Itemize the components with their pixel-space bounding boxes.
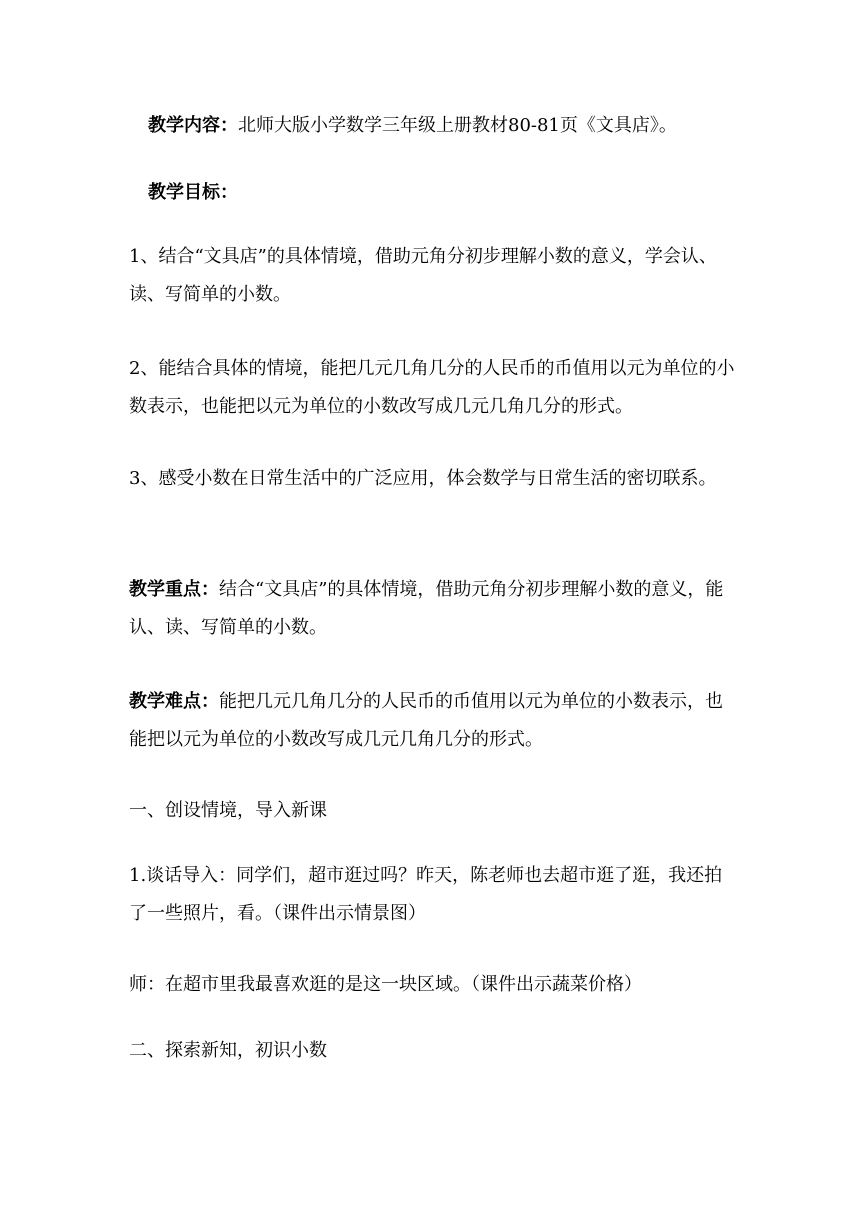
objectives-heading-label: 教学目标： [148,182,238,203]
section-1-paragraph-2: 师：在超市里我最喜欢逛的是这一块区域。（课件出示蔬菜价格） [129,974,642,995]
difficulty-label: 教学难点： [129,691,219,712]
teaching-content [148,107,758,145]
section-1-paragraph-1: 1.谈话导入：同学们，超市逛过吗？昨天，陈老师也去超市逛了逛，我还拍了一些照片，看。（课件出示情景图） [129,865,723,924]
key-point [129,571,739,647]
objective-3: 3、感受小数在日常生活中的广泛应用，体会数学与日常生活的密切联系。 [129,468,717,489]
key-point-label: 教学重点： [129,579,219,600]
teaching-content-text: 北师大版小学数学三年级上册教材80-81页《文具店》。 [238,115,677,136]
teaching-content-label: 教学内容： [148,115,238,136]
objective-2: 2、能结合具体的情境，能把几元几角几分的人民币的币值用以元为单位的小数表示，也能把以元为单位的小数改写成几元几角几分的形式。 [129,358,735,417]
difficulty-point [129,683,739,759]
section-1-heading: 一、创设情境，导入新课 [129,800,327,821]
objective-1: 1、结合“文具店”的具体情境，借助元角分初步理解小数的意义，学会认、读、写简单的小数。 [129,246,717,305]
section-2-heading: 二、探索新知，初识小数 [129,1040,327,1061]
difficulty-text: 能把几元几角几分的人民币的币值用以元为单位的小数表示，也能把以元为单位的小数改写成几元几角几分的形式。 [129,691,723,750]
key-point-text: 结合“文具店”的具体情境，借助元角分初步理解小数的意义，能认、读、写简单的小数。 [129,579,724,638]
objectives-heading [148,174,758,212]
